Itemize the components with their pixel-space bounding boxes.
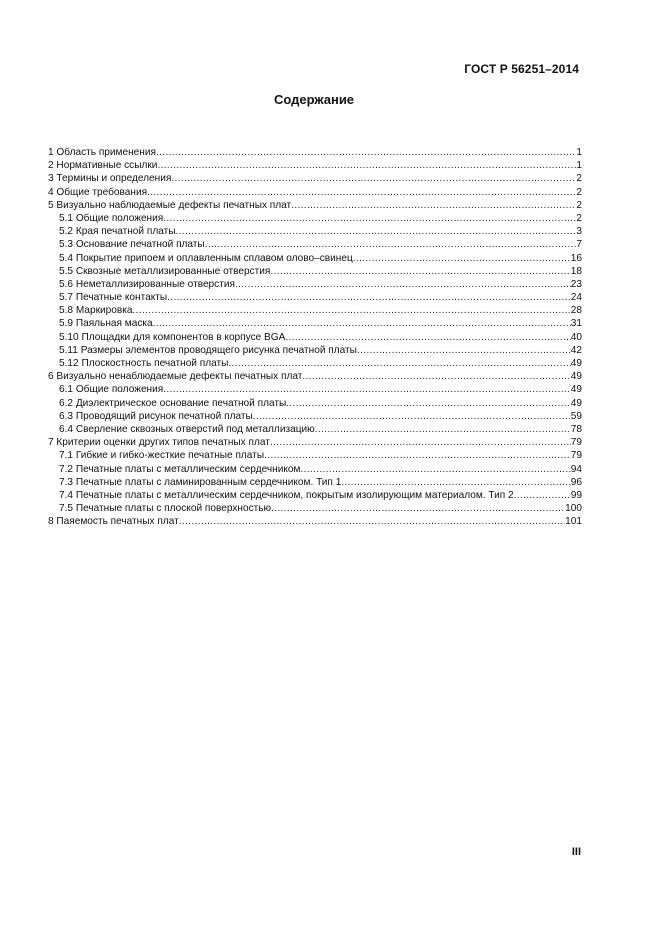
toc-entry-title: 6.2 Диэлектрическое основание печатной платы [59, 397, 287, 409]
toc-entry-page: 59 [570, 410, 582, 422]
toc-entry-title: 6 Визуально ненаблюдаемые дефекты печатных плат [48, 371, 303, 383]
toc-entry[interactable] [48, 238, 582, 251]
toc-dot-leader [270, 436, 571, 449]
toc-entry-title: 6.3 Проводящий рисунок печатной платы [59, 410, 253, 422]
toc-entry-title: 5.2 Края печатной платы [59, 226, 176, 238]
toc-entry-page: 2 [576, 199, 582, 211]
toc-entry-title: 5.6 Неметаллизированные отверстия [59, 278, 235, 290]
page-number: III [571, 846, 581, 858]
toc-dot-leader [163, 212, 576, 225]
toc-dot-leader [132, 304, 570, 317]
toc-dot-leader [171, 172, 576, 185]
toc-entry-title: 3 Термины и определения [48, 173, 172, 185]
toc-entry-title: 6.4 Сверление сквозных отверстий под металлизацию [59, 423, 315, 435]
toc-dot-leader [147, 186, 576, 199]
toc-dot-leader [253, 410, 571, 423]
toc-entry-page: 49 [570, 358, 582, 369]
toc-entry-page: 1 [576, 160, 582, 172]
toc-entry-title: 7.2 Печатные платы с металлическим сердечником [59, 463, 301, 475]
toc-entry-title: 5.7 Печатные контакты [59, 292, 168, 304]
toc-entry[interactable] [48, 159, 582, 172]
toc-entry-page: 7 [576, 239, 582, 251]
toc-entry-title: 5.1 Общие положения [59, 212, 164, 224]
table-of-contents [48, 146, 582, 528]
toc-entry-page: 24 [570, 292, 582, 304]
toc-entry-page: 28 [570, 305, 582, 317]
toc-entry-title: 5.10 Площадки для компонентов в корпусе BGA [59, 331, 286, 343]
toc-dot-leader [514, 489, 571, 502]
toc-dot-leader [271, 502, 565, 515]
toc-entry-page: 99 [570, 489, 582, 501]
toc-dot-leader [357, 344, 571, 357]
toc-entry[interactable] [48, 225, 582, 238]
toc-dot-leader [205, 238, 577, 251]
toc-entry-page: 94 [570, 463, 582, 475]
toc-entry-page: 49 [570, 371, 582, 383]
toc-entry[interactable] [48, 357, 582, 370]
toc-entry-page: 1 [576, 147, 582, 158]
toc-dot-leader [291, 199, 576, 212]
toc-dot-leader [315, 423, 571, 436]
toc-dot-leader [235, 278, 571, 291]
toc-entry-page: 16 [570, 252, 582, 264]
toc-dot-leader [353, 252, 571, 265]
toc-entry[interactable] [48, 344, 582, 357]
toc-entry[interactable] [48, 291, 582, 304]
toc-entry-title: 8 Паяемость печатных плат [48, 516, 179, 528]
toc-entry[interactable] [48, 449, 582, 462]
toc-entry[interactable] [48, 476, 582, 489]
toc-entry-title: 5.9 Паяльная маска [59, 318, 153, 330]
toc-entry-page: 2 [576, 212, 582, 224]
toc-entry-title: 7.4 Печатные платы с металлическим сердечником, покрытым изолирующим материалом. Тип 2 [59, 489, 514, 501]
toc-entry[interactable] [48, 436, 582, 449]
toc-entry[interactable] [48, 186, 582, 199]
toc-title: Содержание [273, 92, 355, 107]
toc-entry-page: 2 [576, 186, 582, 198]
toc-entry-title: 2 Нормативные ссылки [48, 160, 158, 172]
toc-entry-page: 79 [570, 450, 582, 462]
toc-entry[interactable] [48, 423, 582, 436]
toc-entry-page: 79 [570, 437, 582, 449]
toc-entry[interactable] [48, 317, 582, 330]
toc-entry[interactable] [48, 278, 582, 291]
toc-entry-title: 7.1 Гибкие и гибко-жесткие печатные платы [59, 450, 265, 462]
toc-entry-title: 5 Визуально наблюдаемые дефекты печатных плат [48, 199, 292, 211]
toc-entry-page: 49 [570, 384, 582, 396]
toc-entry-title: 5.11 Размеры элементов проводящего рисунка печатной платы [59, 344, 357, 356]
toc-dot-leader [302, 370, 570, 383]
toc-entry-page: 100 [565, 503, 582, 515]
toc-entry-title: 7 Критерии оценки других типов печатных плат [48, 437, 270, 449]
toc-entry-page: 23 [570, 278, 582, 290]
toc-entry-title: 5.5 Сквозные металлизированные отверстия [59, 265, 271, 277]
toc-entry-title: 4 Общие требования [48, 186, 148, 198]
toc-entry[interactable] [48, 383, 582, 396]
toc-entry-title: 1 Область применения [48, 147, 156, 158]
toc-entry-title: 5.4 Покрытие припоем и оплавленным сплавом олово–свинец [59, 252, 353, 264]
toc-entry-title: 7.3 Печатные платы с ламинированным сердечником. Тип 1 [59, 476, 342, 488]
toc-entry[interactable] [48, 304, 582, 317]
toc-dot-leader [270, 265, 570, 278]
page-header: ГОСТ Р 56251–2014 [464, 62, 579, 76]
toc-dot-leader [228, 357, 570, 370]
toc-entry[interactable] [48, 489, 582, 502]
toc-entry-page: 31 [570, 318, 582, 330]
toc-entry[interactable] [48, 502, 582, 515]
toc-dot-leader [153, 317, 571, 330]
toc-entry-page: 96 [570, 476, 582, 488]
toc-dot-leader [264, 449, 571, 462]
toc-entry-page: 40 [570, 331, 582, 343]
toc-entry[interactable] [48, 410, 582, 423]
toc-dot-leader [285, 331, 570, 344]
toc-entry-page: 18 [570, 265, 582, 277]
toc-dot-leader [176, 225, 577, 238]
toc-dot-leader [156, 146, 576, 159]
toc-entry[interactable] [48, 397, 582, 410]
toc-entry[interactable] [48, 199, 582, 212]
toc-entry-title: 5.3 Основание печатной платы [59, 239, 205, 251]
toc-entry-page: 3 [576, 226, 582, 238]
toc-dot-leader [286, 397, 571, 410]
toc-entry-page: 42 [570, 344, 582, 356]
toc-dot-leader [179, 515, 565, 528]
toc-entry-page: 49 [570, 397, 582, 409]
toc-entry[interactable] [48, 172, 582, 185]
toc-entry-page: 2 [576, 173, 582, 185]
toc-entry-title: 7.5 Печатные платы с плоской поверхностью [59, 503, 272, 515]
toc-dot-leader [341, 476, 570, 489]
toc-entry[interactable] [48, 146, 582, 159]
toc-dot-leader [300, 463, 570, 476]
toc-entry[interactable] [48, 265, 582, 278]
toc-entry[interactable] [48, 331, 582, 344]
toc-entry[interactable] [48, 212, 582, 225]
toc-entry-page: 101 [565, 516, 582, 528]
toc-entry[interactable] [48, 370, 582, 383]
toc-entry-title: 5.8 Маркировка [59, 305, 133, 317]
toc-dot-leader [163, 383, 571, 396]
toc-dot-leader [157, 159, 576, 172]
toc-entry-title: 6.1 Общие положения [59, 384, 164, 396]
toc-entry-page: 78 [570, 423, 582, 435]
toc-dot-leader [167, 291, 571, 304]
toc-entry-title: 5.12 Плоскостность печатной платы [59, 358, 229, 369]
toc-entry[interactable] [48, 463, 582, 476]
toc-entry[interactable] [48, 515, 582, 528]
toc-entry[interactable] [48, 252, 582, 265]
